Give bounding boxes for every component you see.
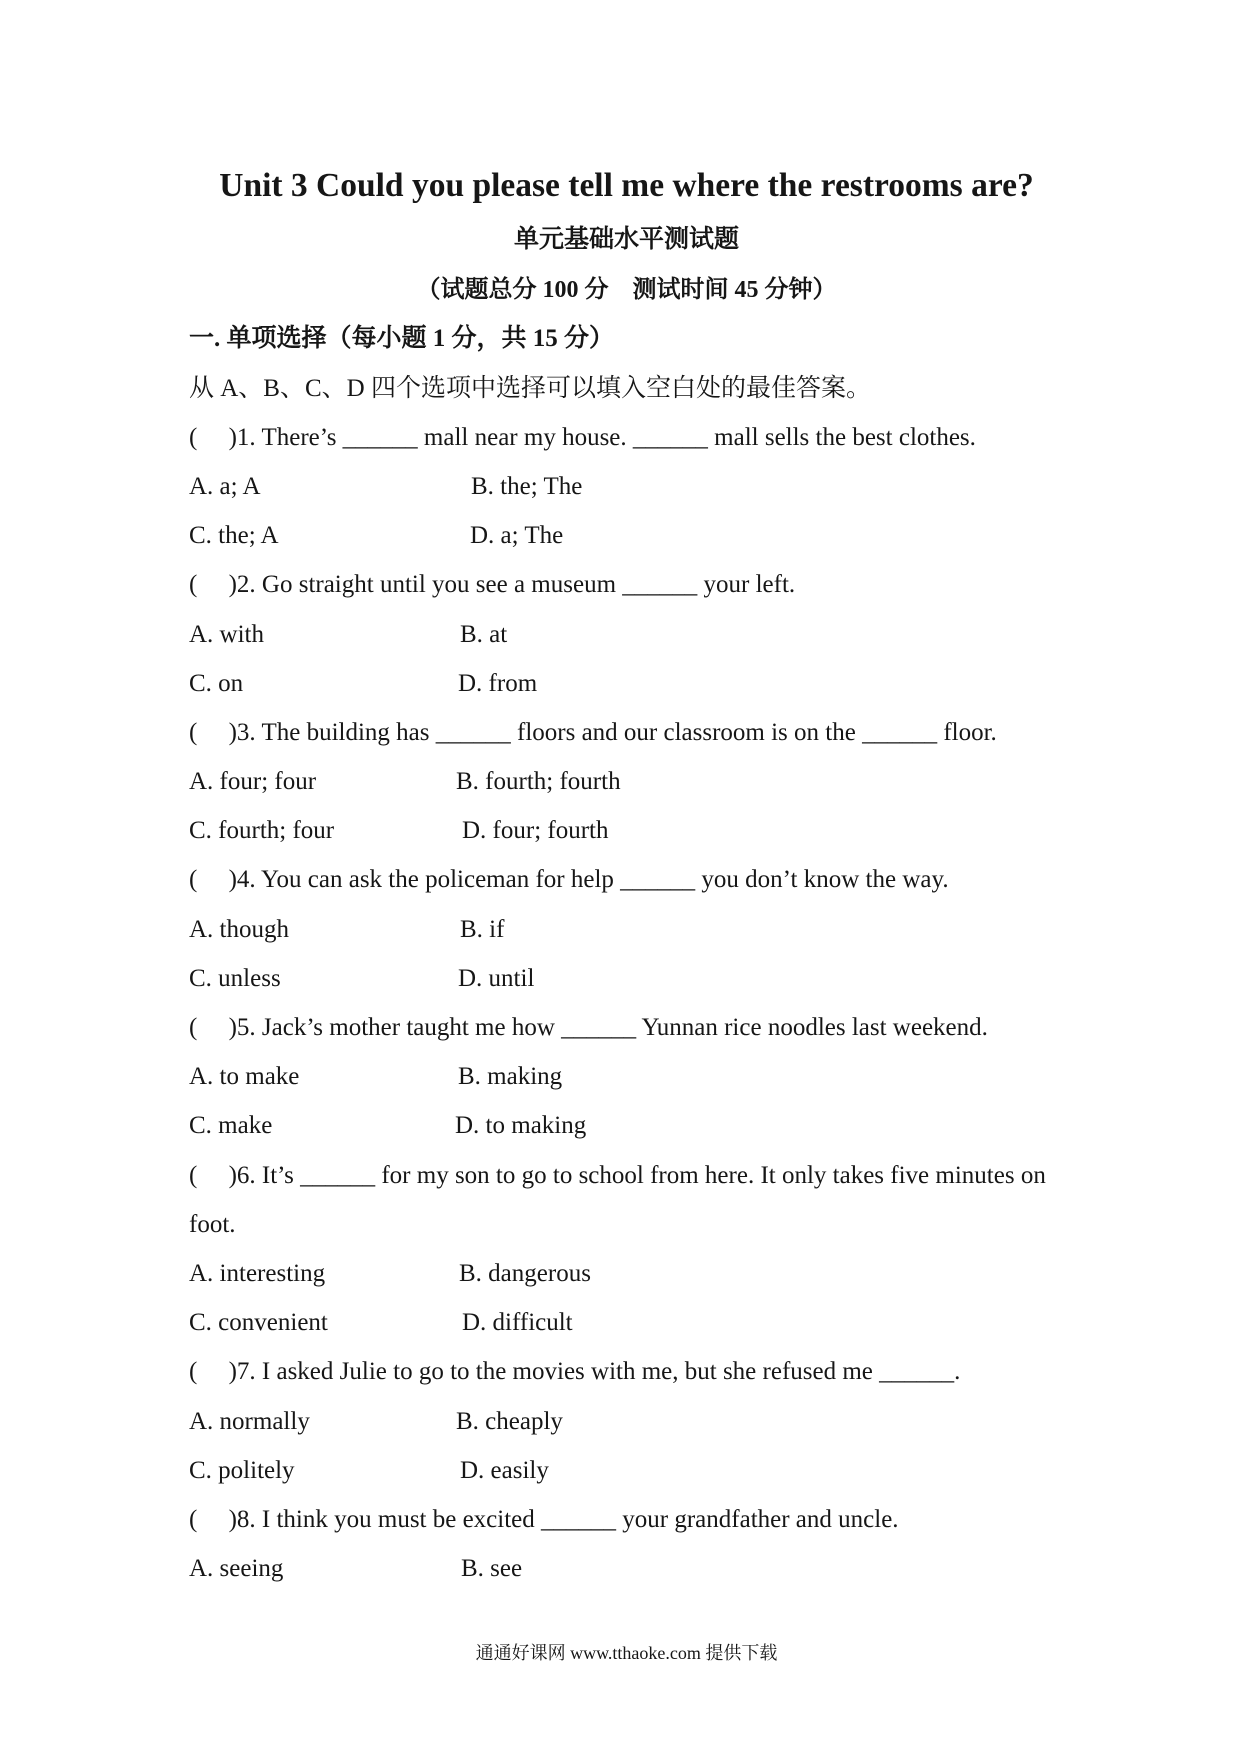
answer-bracket: ( ) [189, 1014, 237, 1042]
option-b: B. if [460, 915, 505, 943]
option-d: D. four; fourth [462, 817, 609, 845]
option-b: B. see [461, 1555, 523, 1583]
options-row [189, 757, 1189, 806]
option-b: B. cheaply [456, 1407, 563, 1435]
question-number: 2. [236, 571, 256, 599]
option-c: C. fourth; four [189, 817, 335, 845]
footer-credit: 通通好课网 www.tthaoke.com 提供下载 [475, 1643, 778, 1663]
options-row [189, 659, 1189, 708]
question-3 [189, 708, 1189, 757]
options-row [189, 1446, 1189, 1495]
options-row [189, 806, 1189, 855]
options-row [189, 1544, 1189, 1593]
section-heading: 一. 单项选择（每小题 1 分，共 15 分） [189, 325, 615, 353]
question-text: It’s ______ for my son to go to school from here. It only takes five minutes on [261, 1161, 1046, 1189]
options-row [189, 954, 1189, 1003]
question-5 [189, 1003, 1189, 1052]
answer-bracket: ( ) [189, 1358, 237, 1386]
answer-bracket: ( ) [189, 866, 237, 894]
question-text: I asked Julie to go to the movies with me, but she refused me ______. [261, 1358, 961, 1386]
option-a: A. a; A [189, 472, 261, 500]
answer-bracket: ( ) [189, 1161, 237, 1189]
option-d: D. a; The [470, 522, 564, 550]
options-row [189, 1101, 1189, 1150]
question-7 [189, 1347, 1189, 1396]
question-text: There’s ______ mall near my house. ______ mall sells the best clothes. [261, 423, 976, 451]
option-a: A. normally [189, 1407, 310, 1435]
question-text: Jack’s mother taught me how ______ Yunnan rice noodles last weekend. [261, 1014, 988, 1042]
option-a: A. seeing [189, 1555, 284, 1583]
option-c: C. the; A [189, 522, 279, 550]
option-d: D. until [458, 964, 535, 992]
option-d: D. to making [455, 1112, 587, 1140]
test-info: （试题总分 100 分 测试时间 45 分钟） [416, 277, 837, 303]
option-d: D. difficult [462, 1309, 573, 1337]
option-c: C. make [189, 1112, 273, 1140]
answer-bracket: ( ) [189, 718, 237, 746]
options-row [189, 1052, 1189, 1101]
question-4 [189, 855, 1189, 904]
answer-bracket: ( ) [189, 571, 237, 599]
question-6 [189, 1151, 1189, 1200]
options-row [189, 1298, 1189, 1347]
question-8 [189, 1495, 1189, 1544]
option-a: A. interesting [189, 1259, 326, 1287]
option-c: C. unless [189, 964, 281, 992]
option-c: C. on [189, 669, 244, 697]
question-2 [189, 560, 1189, 609]
option-b: B. at [460, 620, 508, 648]
option-b: B. fourth; fourth [456, 768, 621, 796]
options-row [189, 610, 1189, 659]
option-a: A. with [189, 620, 264, 648]
question-number: 8. [236, 1505, 256, 1533]
options-row [189, 905, 1189, 954]
option-a: A. to make [189, 1063, 300, 1091]
option-b: B. the; The [471, 472, 583, 500]
question-number: 5. [236, 1014, 256, 1042]
option-c: C. convenient [189, 1309, 328, 1337]
options-row [189, 511, 1189, 560]
answer-bracket: ( ) [189, 1505, 237, 1533]
question-number: 7. [236, 1358, 256, 1386]
question-number: 4. [236, 866, 256, 894]
section-single-choice [189, 314, 1189, 1593]
question-number: 1. [236, 423, 256, 451]
question-text: Go straight until you see a museum ______ your left. [261, 571, 796, 599]
options-row [189, 462, 1189, 511]
option-b: B. making [458, 1063, 563, 1091]
option-a: A. though [189, 915, 289, 943]
options-row [189, 1249, 1189, 1298]
question-1 [189, 413, 1189, 462]
option-b: B. dangerous [459, 1259, 591, 1287]
answer-bracket: ( ) [189, 423, 237, 451]
question-number: 6. [236, 1161, 256, 1189]
option-d: D. easily [460, 1456, 549, 1484]
options-row [189, 1397, 1189, 1446]
question-text: I think you must be excited ______ your grandfather and uncle. [261, 1505, 899, 1533]
question-text: The building has ______ floors and our classroom is on the ______ floor. [261, 718, 997, 746]
document-title: Unit 3 Could you please tell me where the restrooms are? [219, 167, 1034, 204]
question-text: You can ask the policeman for help ______ you don’t know the way. [260, 866, 949, 894]
question-6-continued [189, 1200, 1189, 1249]
option-a: A. four; four [189, 768, 317, 796]
question-number: 3. [236, 718, 256, 746]
section-instruction: 从 A、B、C、D 四个选项中选择可以填入空白处的最佳答案。 [189, 374, 871, 402]
option-c: C. politely [189, 1456, 295, 1484]
document-subtitle: 单元基础水平测试题 [513, 226, 739, 253]
option-d: D. from [458, 669, 538, 697]
question-text-continued: foot. [189, 1210, 236, 1238]
